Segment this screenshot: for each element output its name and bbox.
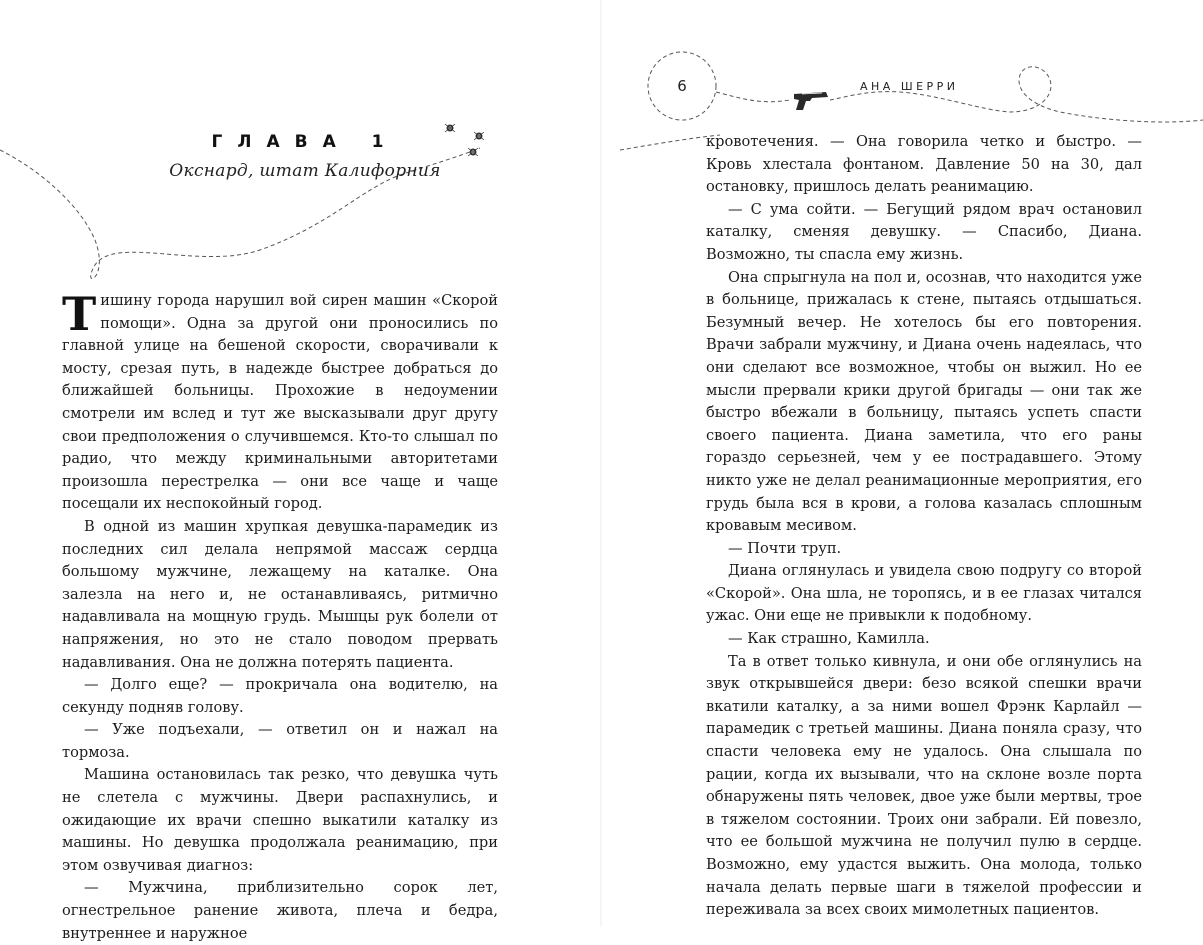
bullet-hole-icon xyxy=(445,124,455,132)
paragraph: Та в ответ только кивнула, и они обе оглянулись на звук открывшейся двери: безо всякой спешки врачи вкатили каталку, а за ними вошел Фрэнк Карлайл — парамедик с третьей машины. Диана поняла сразу, что спасти человека ему не удалось. Она слышала по рации, когда их вызывали, что на склоне возле порта обнаружены пять человек, двое уже были мертвы, трое в тяжелом состоянии. Троих они забрали. Ей повезло, что ее большой мужчина не получил пулю в сердце. Возможно, ему удастся выжить. Она молода, только начала делать первые шаги в тяжелой профессии и переживала за всех своих мимолетных пациентов. xyxy=(706,652,1142,919)
paragraph: Она спрыгнула на пол и, осознав, что находится уже в больнице, прижалась к стене, пытаясь отдышаться. Безумный вечер. Не хотелось бы его повторения. Врачи забрали мужчину, и Диана очень надеялась, что они сделают все возможное, чтобы он выжил. Но ее мысли прервали крики другой бригады — они так же быстро вбежали в больницу, пытаясь успеть спасти своего пациента. Диана заметила, что его раны гораздо серьезней, чем у ее пострадавшего. Этому никто уже не делал реанимационные мероприятия, его грудь была вся в крови, а голова казалась сплошным кровавым месивом. xyxy=(706,268,1142,535)
paragraph: — Как страшно, Камилла. xyxy=(728,630,930,648)
page-number: 6 xyxy=(677,77,687,95)
paragraph: Диана оглянулась и увидела свою подругу со второй «Скорой». Она шла, не торопясь, и в ее глазах читался ужас. Они еще не привыкли к подобному. xyxy=(706,562,1142,625)
drop-cap: Т xyxy=(62,287,97,341)
chapter-heading xyxy=(150,132,460,181)
paragraph: В одной из машин хрупкая девушка-парамедик из последних сил делала непрямой массаж сердца большому мужчине, лежащему на каталке. Она залезла на него и, не останавливаясь, ритмично надавливала на мощную грудь. Мышцы рук болели от напряжения, но это не стало поводом прервать надавливания. Она не должна потерять пациента. xyxy=(62,517,498,671)
book-gutter xyxy=(600,0,602,927)
paragraph: — С ума сойти. — Бегущий рядом врач остановил каталку, сменяя девушку. — Спасибо, Диана. Возможно, ты спасла ему жизнь. xyxy=(706,200,1142,263)
paragraph: — Долго еще? — прокричала она водителю, на секунду подняв голову. xyxy=(62,676,498,716)
paragraph: — Почти труп. xyxy=(728,539,842,557)
chapter-title: ГЛАВА 1 xyxy=(211,132,399,152)
bullet-hole-icon xyxy=(474,132,484,140)
paragraph: — Уже подъехали, — ответил он и нажал на тормоза. xyxy=(62,721,498,761)
paragraph: Тишину города нарушил вой сирен машин «Скорой помощи». Одна за другой они проносились по главной улице на бешеной скорости, сворачивали к мосту, срезая путь, в надежде быстрее добраться до ближайшей больницы. Прохожие в недоумении смотрели им вслед и тут же высказывали друг другу свои предположения о случившемся. Кто-то слышал по радио, что между криминальными авторитетами произошла перестрелка — они все чаще и чаще посещали их неспокойный город. xyxy=(62,287,498,513)
paragraph: кровотечения. — Она говорила четко и быстро. — Кровь хлестала фонтаном. Давление 50 на 30, дал остановку, пришлось делать реанимацию. xyxy=(706,133,1142,196)
paragraph: Машина остановилась так резко, что девушка чуть не слетела с мужчины. Двери распахнулись, и ожидающие их врачи спешно выкатили каталку из машины. Но девушка продолжала реанимацию, при этом озвучивая диагноз: xyxy=(62,766,498,874)
running-title: АНА ШЕРРИ xyxy=(860,80,959,93)
chapter-subtitle: Окснард, штат Калифорния xyxy=(169,161,441,181)
right-page-text xyxy=(706,131,1142,922)
left-page-text xyxy=(62,287,498,945)
paragraph: — Мужчина, приблизительно сорок лет, огнестрельное ранение живота, плеча и бедра, внутреннее и наружное xyxy=(62,879,498,942)
pistol-icon xyxy=(794,92,828,110)
bullet-hole-icon xyxy=(468,148,478,156)
